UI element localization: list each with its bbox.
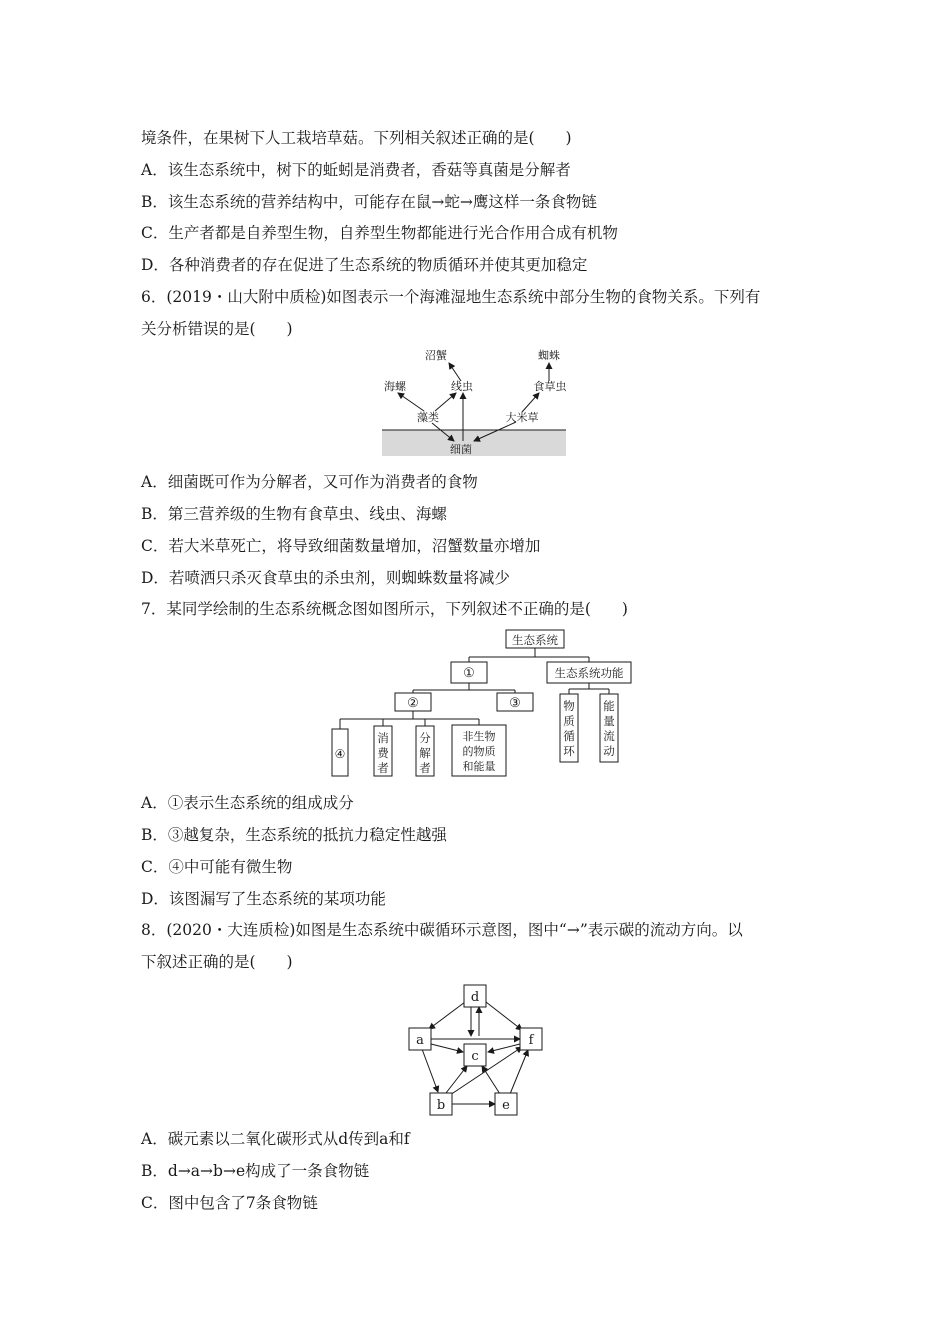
arrow-a-b (422, 1049, 438, 1092)
label-flow-1: 能 (603, 699, 615, 713)
arrow-zaolei-hailuo (398, 393, 424, 411)
label-decomposer-3: 者 (419, 761, 431, 775)
label-cycle-4: 环 (563, 744, 575, 758)
label-3: ③ (509, 696, 521, 711)
arrow-e-f (510, 1050, 528, 1094)
label-damicao: 大米草 (505, 411, 539, 424)
label-flow-2: 量 (603, 714, 615, 728)
q6-option-d: D．若喷洒只杀灭食草虫的杀虫剂，则蜘蛛数量将减少 (141, 569, 510, 587)
label-hailuo: 海螺 (384, 380, 406, 393)
q7-option-b: B．③越复杂，生态系统的抵抗力稳定性越强 (141, 826, 447, 844)
ground-band (382, 430, 566, 456)
q8-option-b: B．d→a→b→e构成了一条食物链 (141, 1162, 370, 1180)
label-xijun: 细菌 (450, 443, 472, 456)
q7-option-d: D．该图漏写了生态系统的某项功能 (141, 890, 386, 908)
q7-stem: 7．某同学绘制的生态系统概念图如图所示，下列叙述不正确的是( ) (141, 600, 628, 618)
q5-option-c: C．生产者都是自养型生物，自养型生物都能进行光合作用合成有机物 (141, 224, 618, 242)
label-abiotic-2: 的物质 (462, 745, 496, 758)
label-cycle-1: 物 (563, 699, 575, 713)
label-cycle-2: 质 (563, 714, 575, 728)
label-a: a (416, 1033, 424, 1048)
arrow-e-c (482, 1066, 500, 1094)
label-abiotic-3: 和能量 (462, 760, 496, 773)
label-zhizhu: 蜘蛛 (538, 349, 560, 362)
q7-option-a: A．①表示生态系统的组成成分 (141, 794, 354, 812)
label-c: c (471, 1049, 479, 1064)
q8-stem-line2: 下叙述正确的是( ) (141, 953, 293, 971)
label-abiotic-1: 非生物 (462, 730, 496, 743)
q7-concept-map-figure (325, 627, 645, 782)
label-func: 生态系统功能 (554, 666, 624, 680)
label-4: ④ (334, 747, 346, 761)
label-flow-4: 动 (603, 744, 615, 758)
q6-option-c: C．若大米草死亡，将导致细菌数量增加，沼蟹数量亦增加 (141, 537, 541, 555)
q6-food-web-figure (370, 345, 580, 463)
arrow-b-c (446, 1066, 467, 1093)
label-consumer-3: 者 (377, 761, 389, 775)
label-d: d (470, 990, 480, 1005)
q8-option-a: A．碳元素以二氧化碳形式从d传到a和f (141, 1130, 410, 1148)
label-flow-3: 流 (603, 729, 615, 743)
label-cycle-3: 循 (563, 729, 575, 743)
label-e: e (502, 1098, 510, 1113)
label-shicaochong: 食草虫 (533, 380, 567, 393)
q5-option-d: D．各种消费者的存在促进了生态系统的物质循环并使其更加稳定 (141, 256, 588, 274)
label-decomposer-1: 分 (419, 731, 431, 745)
arrow-xianchong-shaluoxie (449, 363, 461, 381)
label-zaolei: 藻类 (417, 411, 439, 424)
arrow-zaolei-xianchong (435, 393, 456, 411)
q8-option-c: C．图中包含了7条食物链 (141, 1194, 318, 1212)
arrow-f-c (488, 1044, 520, 1052)
label-1: ① (463, 666, 475, 681)
q6-stem-line1: 6．(2019・山大附中质检)如图表示一个海滩湿地生态系统中部分生物的食物关系。下列有 (141, 288, 761, 306)
arrow-d-f (486, 1002, 522, 1030)
label-root: 生态系统 (512, 633, 558, 647)
label-shaluoxie: 沼蟹 (425, 349, 447, 362)
label-f: f (528, 1033, 534, 1048)
arrow-d-a (429, 1002, 465, 1029)
q5-option-a: A．该生态系统中，树下的蚯蚓是消费者，香菇等真菌是分解者 (141, 161, 571, 179)
arrow-a-c (431, 1044, 463, 1052)
q6-option-b: B．第三营养级的生物有食草虫、线虫、海螺 (141, 505, 447, 523)
label-consumer-2: 费 (377, 746, 389, 760)
label-b: b (436, 1098, 446, 1113)
label-decomposer-2: 解 (419, 746, 431, 760)
q6-stem-line2: 关分析错误的是( ) (141, 320, 293, 338)
label-2: ② (407, 696, 419, 711)
q8-stem-line1: 8．(2020・大连质检)如图是生态系统中碳循环示意图，图中“→”表示碳的流动方向。以 (141, 921, 743, 939)
q6-option-a: A．细菌既可作为分解者，又可作为消费者的食物 (141, 473, 478, 491)
label-xianchong: 线虫 (451, 380, 473, 393)
q5-stem-tail: 境条件，在果树下人工栽培草菇。下列相关叙述正确的是( ) (141, 129, 572, 147)
q7-option-c: C．④中可能有微生物 (141, 858, 293, 876)
q5-option-b: B．该生态系统的营养结构中，可能存在鼠→蛇→鹰这样一条食物链 (141, 193, 597, 211)
arrow-damicao-shicaochong (522, 393, 539, 412)
label-consumer-1: 消 (377, 731, 389, 745)
q8-carbon-cycle-figure (400, 982, 550, 1117)
